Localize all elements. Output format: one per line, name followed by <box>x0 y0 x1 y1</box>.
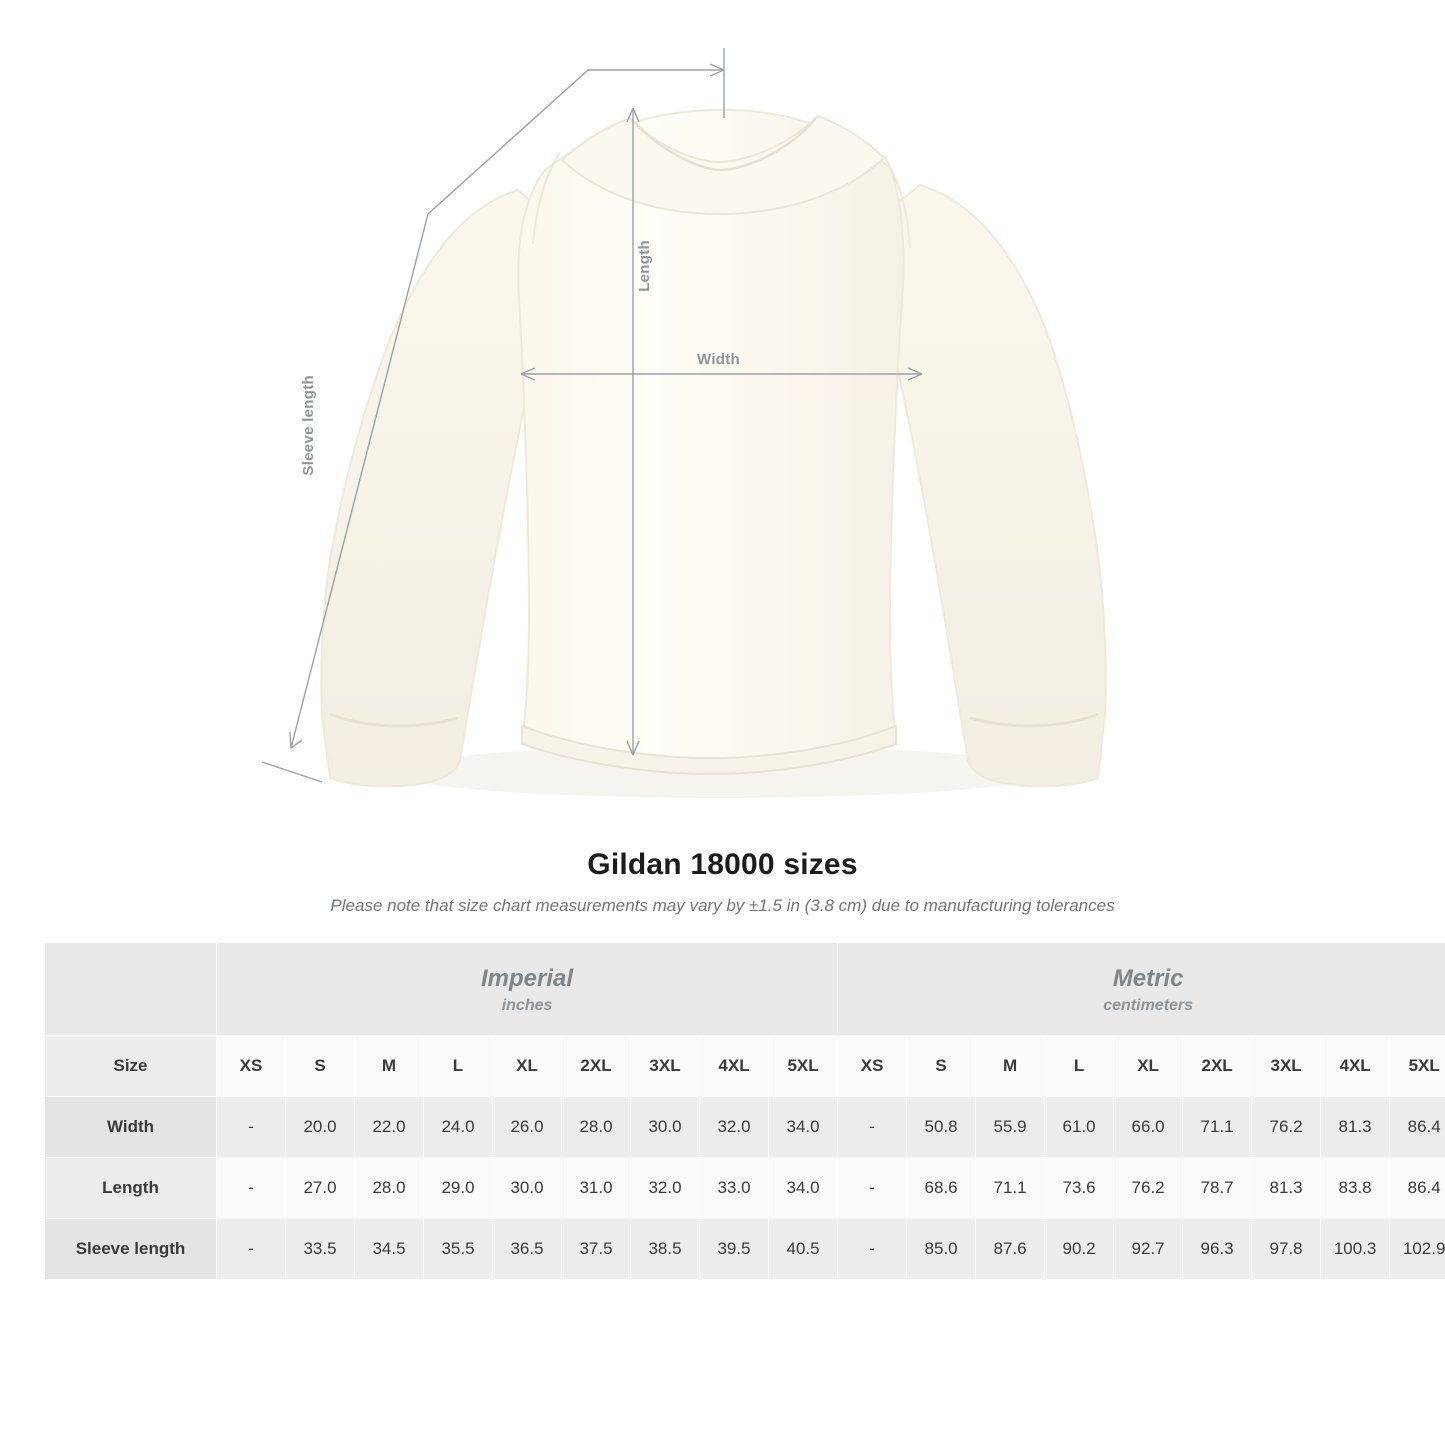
size-header-metric-3xl: 3XL <box>1252 1035 1321 1096</box>
cell-width-imperial-2xl: 28.0 <box>562 1096 631 1157</box>
cell-sleeve-imperial-2xl: 37.5 <box>562 1218 631 1279</box>
cell-length-metric-xl: 76.2 <box>1114 1157 1183 1218</box>
cell-length-imperial-4xl: 33.0 <box>700 1157 769 1218</box>
size-header-imperial-4xl: 4XL <box>700 1035 769 1096</box>
cell-length-metric-s: 68.6 <box>907 1157 976 1218</box>
width-dimension-label: Width <box>697 351 741 368</box>
size-column-header: Size <box>45 1035 217 1096</box>
unit-name-imperial: Imperial <box>481 965 574 992</box>
cell-width-metric-2xl: 71.1 <box>1183 1096 1252 1157</box>
cell-length-metric-5xl: 86.4 <box>1390 1157 1445 1218</box>
cell-width-imperial-5xl: 34.0 <box>769 1096 838 1157</box>
cell-width-metric-5xl: 86.4 <box>1390 1096 1445 1157</box>
unit-header-metric <box>838 943 1445 1036</box>
unit-header-row <box>45 943 1445 1036</box>
cell-width-metric-xl: 66.0 <box>1114 1096 1183 1157</box>
cell-length-imperial-5xl: 34.0 <box>769 1157 838 1218</box>
size-header-imperial-xs: XS <box>217 1035 286 1096</box>
cell-length-metric-2xl: 78.7 <box>1183 1157 1252 1218</box>
row-header-sleeve-length: Sleeve length <box>45 1218 217 1279</box>
size-header-metric-4xl: 4XL <box>1321 1035 1390 1096</box>
title-block <box>0 848 1445 916</box>
cell-length-imperial-l: 29.0 <box>424 1157 493 1218</box>
cell-sleeve-imperial-s: 33.5 <box>286 1218 355 1279</box>
cell-sleeve-imperial-m: 34.5 <box>355 1218 424 1279</box>
tolerance-note: Please note that size chart measurements may vary by ±1.5 in (3.8 cm) due to manufacturing tolerances <box>330 896 1115 915</box>
cell-length-metric-3xl: 81.3 <box>1252 1157 1321 1218</box>
cell-width-imperial-4xl: 32.0 <box>700 1096 769 1157</box>
cell-sleeve-metric-l: 90.2 <box>1045 1218 1114 1279</box>
cell-sleeve-metric-2xl: 96.3 <box>1183 1218 1252 1279</box>
cell-length-imperial-xl: 30.0 <box>493 1157 562 1218</box>
cell-width-imperial-m: 22.0 <box>355 1096 424 1157</box>
cell-width-metric-3xl: 76.2 <box>1252 1096 1321 1157</box>
sleeve-length-dimension-label: Sleeve length <box>300 375 317 476</box>
cell-length-imperial-3xl: 32.0 <box>631 1157 700 1218</box>
cell-width-metric-4xl: 81.3 <box>1321 1096 1390 1157</box>
cell-width-imperial-xs: - <box>217 1096 286 1157</box>
size-header-imperial-m: M <box>355 1035 424 1096</box>
cell-length-imperial-xs: - <box>217 1157 286 1218</box>
cell-width-imperial-xl: 26.0 <box>493 1096 562 1157</box>
cell-sleeve-metric-5xl: 102.9 <box>1390 1218 1445 1279</box>
size-header-metric-m: M <box>976 1035 1045 1096</box>
cell-length-metric-l: 73.6 <box>1045 1157 1114 1218</box>
row-header-length: Length <box>45 1157 217 1218</box>
size-label-row <box>45 1035 1445 1096</box>
unit-header-imperial <box>217 943 838 1036</box>
size-header-imperial-s: S <box>286 1035 355 1096</box>
cell-length-metric-xs: - <box>838 1157 907 1218</box>
size-header-metric-2xl: 2XL <box>1183 1035 1252 1096</box>
cell-width-metric-m: 55.9 <box>976 1096 1045 1157</box>
size-header-metric-xl: XL <box>1114 1035 1183 1096</box>
size-header-metric-s: S <box>907 1035 976 1096</box>
size-chart-table <box>44 942 1445 1280</box>
cell-length-imperial-s: 27.0 <box>286 1157 355 1218</box>
cell-width-imperial-s: 20.0 <box>286 1096 355 1157</box>
cell-length-imperial-m: 28.0 <box>355 1157 424 1218</box>
length-dimension-label: Length <box>636 240 653 292</box>
size-header-imperial-xl: XL <box>493 1035 562 1096</box>
cell-sleeve-imperial-4xl: 39.5 <box>700 1218 769 1279</box>
cell-sleeve-metric-xl: 92.7 <box>1114 1218 1183 1279</box>
size-header-metric-5xl: 5XL <box>1390 1035 1445 1096</box>
table-row <box>45 1218 1445 1279</box>
cell-sleeve-imperial-5xl: 40.5 <box>769 1218 838 1279</box>
cell-length-metric-m: 71.1 <box>976 1157 1045 1218</box>
cell-width-imperial-l: 24.0 <box>424 1096 493 1157</box>
cell-width-imperial-3xl: 30.0 <box>631 1096 700 1157</box>
table-row <box>45 1157 1445 1218</box>
unit-name-metric: Metric <box>1112 965 1184 992</box>
cell-sleeve-imperial-l: 35.5 <box>424 1218 493 1279</box>
size-header-imperial-2xl: 2XL <box>562 1035 631 1096</box>
page-title: Gildan 18000 sizes <box>587 848 858 881</box>
cell-sleeve-metric-m: 87.6 <box>976 1218 1045 1279</box>
cell-sleeve-metric-xs: - <box>838 1218 907 1279</box>
size-header-imperial-3xl: 3XL <box>631 1035 700 1096</box>
cell-width-metric-xs: - <box>838 1096 907 1157</box>
size-header-metric-l: L <box>1045 1035 1114 1096</box>
cell-sleeve-metric-3xl: 97.8 <box>1252 1218 1321 1279</box>
cell-width-metric-l: 61.0 <box>1045 1096 1114 1157</box>
unit-sub-imperial: inches <box>501 996 553 1014</box>
row-header-width: Width <box>45 1096 217 1157</box>
size-table-wrapper <box>0 942 1445 1280</box>
cell-length-imperial-2xl: 31.0 <box>562 1157 631 1218</box>
unit-sub-metric: centimeters <box>1103 996 1194 1014</box>
size-header-metric-xs: XS <box>838 1035 907 1096</box>
cell-sleeve-metric-s: 85.0 <box>907 1218 976 1279</box>
cell-sleeve-metric-4xl: 100.3 <box>1321 1218 1390 1279</box>
cell-sleeve-imperial-3xl: 38.5 <box>631 1218 700 1279</box>
cell-length-metric-4xl: 83.8 <box>1321 1157 1390 1218</box>
size-header-imperial-5xl: 5XL <box>769 1035 838 1096</box>
cell-width-metric-s: 50.8 <box>907 1096 976 1157</box>
unit-header-spacer <box>45 943 217 1036</box>
cell-sleeve-imperial-xs: - <box>217 1218 286 1279</box>
cell-sleeve-imperial-xl: 36.5 <box>493 1218 562 1279</box>
size-header-imperial-l: L <box>424 1035 493 1096</box>
table-row <box>45 1096 1445 1157</box>
